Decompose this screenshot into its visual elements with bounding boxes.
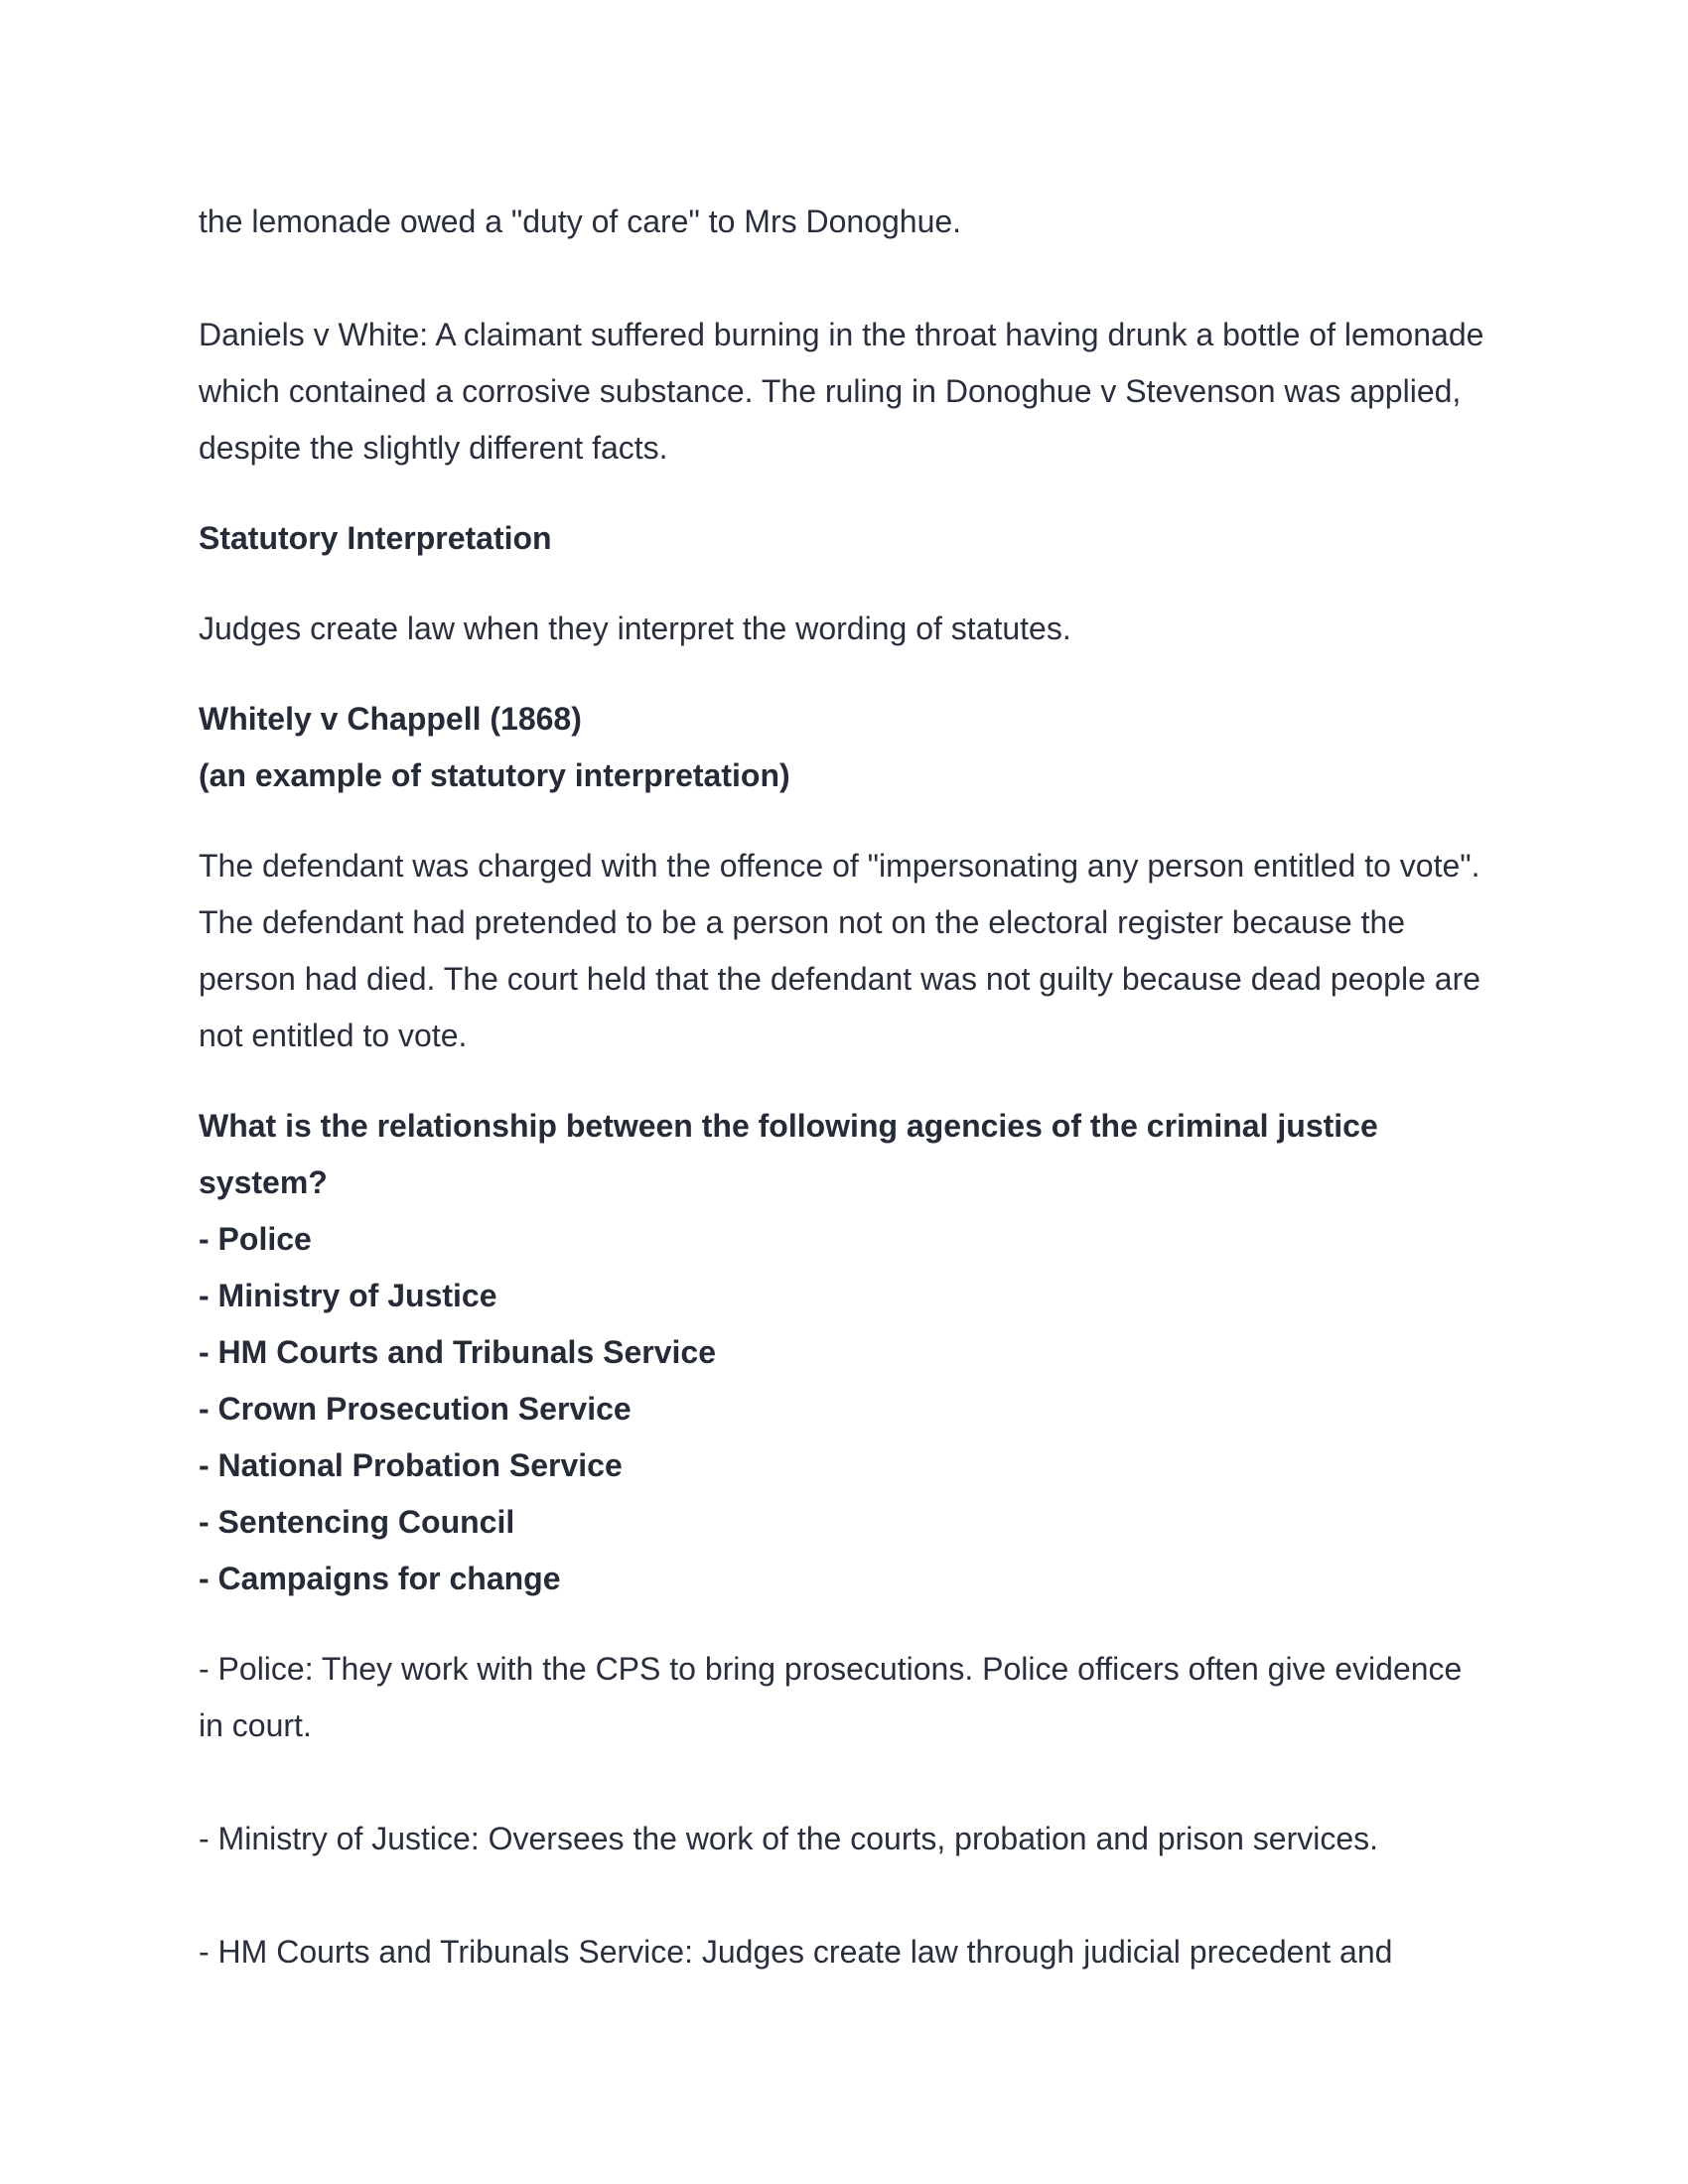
- question-block: [199, 1098, 1489, 1607]
- paragraph-daniels-v-white: Daniels v White: A claimant suffered burning in the throat having drunk a bottle of lemonade which contained a corrosive substance. The ruling in Donoghue v Stevenson was applied, despite the slightly different facts.: [199, 317, 1484, 466]
- document-page: [199, 194, 1489, 1980]
- list-item: - HM Courts and Tribunals Service: [199, 1334, 716, 1370]
- paragraph-judges-create-law: Judges create law when they interpret the wording of statutes.: [199, 611, 1071, 646]
- answer-ministry-of-justice: - Ministry of Justice: Oversees the work of the courts, probation and prison services.: [199, 1821, 1379, 1856]
- paragraph-duty-of-care: the lemonade owed a "duty of care" to Mrs Donoghue.: [199, 204, 962, 239]
- case-title: Whitely v Chappell (1868): [199, 701, 582, 737]
- list-item: - Campaigns for change: [199, 1561, 561, 1596]
- answer-hm-courts: - HM Courts and Tribunals Service: Judges create law through judicial precedent and: [199, 1934, 1393, 1970]
- list-item: - Crown Prosecution Service: [199, 1391, 632, 1427]
- paragraph-whitely-facts: The defendant was charged with the offence of "impersonating any person entitled to vote". The defendant had pretended to be a person not on the electoral register because the person had died. The court held that the defendant was not guilty because dead people are not entitled to vote.: [199, 848, 1481, 1053]
- case-subtitle: (an example of statutory interpretation): [199, 757, 790, 793]
- heading-whitely-v-chappell: [199, 691, 1489, 804]
- heading-statutory-interpretation: Statutory Interpretation: [199, 520, 552, 556]
- list-item: - Police: [199, 1221, 312, 1257]
- list-item: - Sentencing Council: [199, 1504, 515, 1540]
- list-item: - Ministry of Justice: [199, 1278, 497, 1313]
- question-heading: What is the relationship between the following agencies of the criminal justice system?: [199, 1108, 1378, 1200]
- list-item: - National Probation Service: [199, 1447, 623, 1483]
- answer-police: - Police: They work with the CPS to bring prosecutions. Police officers often give evidence in court.: [199, 1651, 1463, 1743]
